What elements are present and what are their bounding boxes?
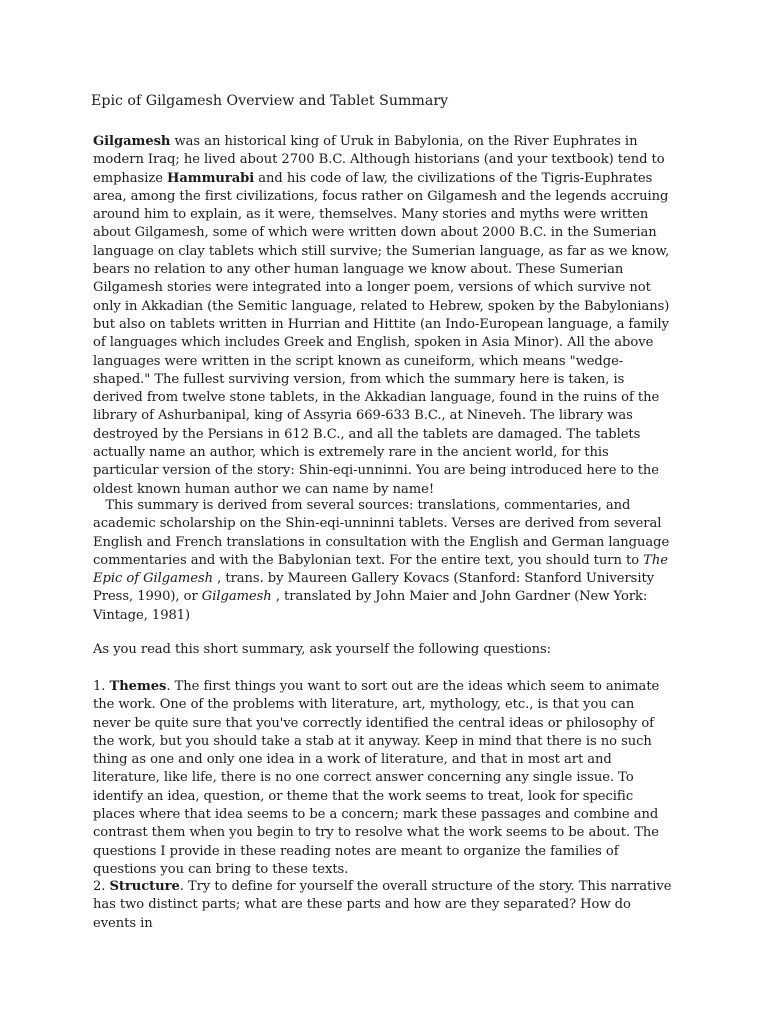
structure-heading: Structure: [109, 879, 180, 894]
book-title-epic: The Epic of Gilgamesh: [93, 552, 668, 587]
document-title: Epic of Gilgamesh Overview and Tablet Summary: [91, 93, 449, 109]
sources-paragraph: [93, 497, 675, 625]
structure-number: 2.: [93, 879, 110, 894]
themes-text: . The first things you want to sort out are the ideas which seem to animate the work. One of the problems with literature, art, mythology, etc., is that you can never be quite sure that you've correctly identified the central ideas or philosophy of the work, but you should take a stab at it anyway. Keep in mind that there is no such thing as one and only one idea in a work of literature, and that in most art and literature, like life, there is no one correct answer concerning any single issue. To identify an idea, question, or theme that the work seems to treat, look for specific places where that idea seems to be a concern; mark these passages and combine and contrast them when you begin to try to resolve what the work seems to be about. The questions I provide in these reading notes are meant to organize the families of questions you can bring to these texts.: [93, 679, 660, 877]
sources-text-a: This summary is derived from several sources: translations, commentaries, and academic scholarship on the Shin-eqi-unninni tablets. Verses are derived from several English and French translations in consultation with the English and German language commentaries and with the Babylonian text. For the entire text, you should turn to: [93, 498, 670, 568]
themes-heading: Themes: [109, 679, 167, 694]
book-title-gilgamesh: Gilgamesh: [201, 589, 272, 605]
structure-paragraph: [93, 878, 675, 933]
intro-paragraph: [93, 133, 675, 499]
themes-number: 1.: [93, 679, 110, 694]
sources-text-b: , trans. by Maureen Gallery Kovacs (Stanford: Stanford University Press, 1990), or: [93, 571, 655, 605]
themes-paragraph: [93, 678, 675, 879]
questions-intro: As you read this short summary, ask yourself the following questions:: [93, 642, 552, 657]
term-gilgamesh: Gilgamesh: [93, 134, 171, 149]
intro-text-a: was an historical king of Uruk in Babylonia, on the River Euphrates in modern Iraq; he lived about 2700 B.C. Although historians (and your textbook) tend to emphasize: [93, 134, 665, 186]
term-hammurabi: Hammurabi: [167, 170, 255, 186]
intro-text-b: and his code of law, the civilizations of the Tigris-Euphrates area, among the first civilizations, focus rather on Gilgamesh and the legends accruing around him to explain, as it were, themselves. Many stories and myths were written about Gilgamesh, some of which were written down about 2000 B.C. in the Sumerian language on clay tablets which still survive; the Sumerian language, as far as we know, bears no relation to any other human language we know about. These Sumerian Gilgamesh stories were integrated into a longer poem, versions of which survive not only in Akkadian (the Semitic language, related to Hebrew, spoken by the Babylonians) but also on tablets written in Hurrian and Hittite (an Indo-European language, a family of languages which includes Greek and English, spoken in Asia Minor). All the above languages were written in the script known as cuneiform, which means "wedge-shaped." The fullest surviving version, from which the summary here is taken, is derived from twelve stone tablets, in the Akkadian language, found in the ruins of the library of Ashurbanipal, king of Assyria 669-633 B.C., at Nineveh. The library was destroyed by the Persians in 612 B.C., and all the tablets are damaged. The tablets actually name an author, which is extremely rare in the ancient world, for this particular version of the story: Shin-eqi-unninni. You are being introduced here to the oldest known human author we can name by name!: [93, 170, 670, 497]
sources-text-c: , translated by John Maier and John Gardner (New York: Vintage, 1981): [93, 589, 648, 623]
structure-text: . Try to define for yourself the overall structure of the story. This narrative has two distinct parts; what are these parts and how are they separated? How do events in: [93, 879, 672, 931]
